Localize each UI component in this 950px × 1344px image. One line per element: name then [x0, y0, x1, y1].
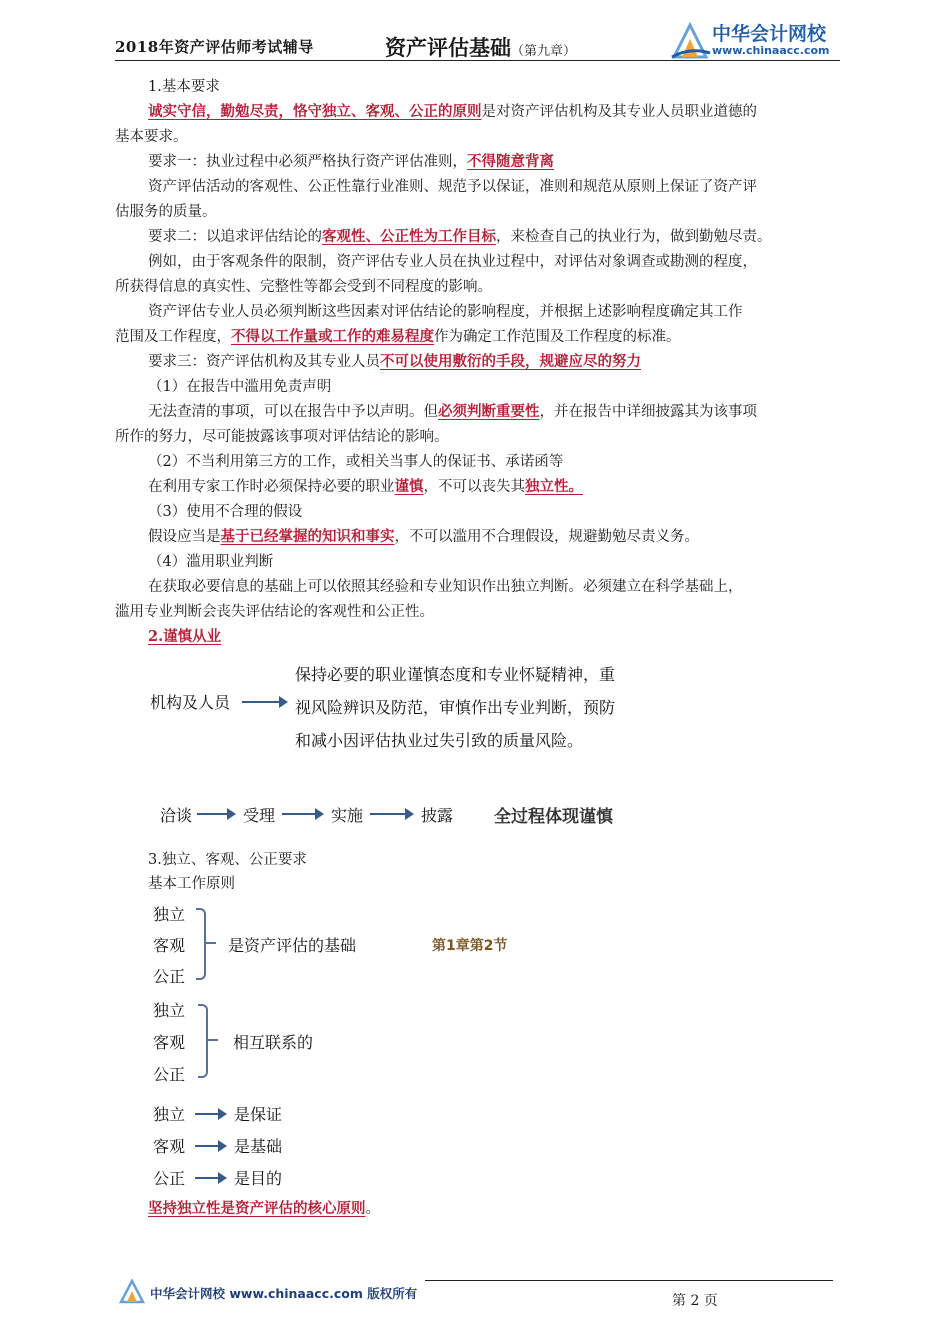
text: 要求二：以追求评估结论的: [148, 229, 322, 245]
arrow-icon: [195, 1113, 225, 1115]
paragraph-cont: 所获得信息的真实性、完整性等都会受到不同程度的影响。: [115, 279, 492, 295]
highlight: 坚持独立性是资产评估的核心原则: [148, 1200, 366, 1217]
requirement-3: [148, 350, 873, 374]
text: 要求三：资产评估机构及其专业人员: [148, 354, 380, 370]
desc-line: 保持必要的职业谨慎态度和专业怀疑精神，重: [295, 665, 616, 684]
requirement-1: [148, 150, 873, 174]
process-step: 受理: [243, 806, 276, 825]
arrow-icon: [282, 813, 322, 815]
item-1-title: （1）在报告中滥用免责声明: [148, 379, 332, 395]
chapter-label: （第九章）: [511, 44, 577, 59]
paragraph: [148, 100, 873, 124]
arrow-icon: [197, 813, 234, 815]
highlight: 必须判断重要性: [438, 403, 540, 420]
paragraph: 资产评估活动的客观性、公正性靠行业准则、规范予以保证，准则和规范从原则上保证了资产评: [148, 179, 757, 195]
principle-label: 客观: [153, 936, 186, 955]
chapter-reference: 第1章第2节: [432, 938, 508, 954]
arrow-icon: [242, 701, 286, 703]
group-1-label: 是资产评估的基础: [228, 936, 357, 955]
footer-logo-icon: [118, 1278, 146, 1304]
pair-left: 客观: [153, 1137, 186, 1156]
header-subject-title: [385, 32, 576, 62]
pair-right: 是基础: [234, 1137, 283, 1156]
principle-label: 独立: [153, 1001, 186, 1020]
footer-copyright: 中华会计网校 www.chinaacc.com 版权所有: [150, 1286, 418, 1301]
text: ，并在报告中详细披露其为该事项: [539, 404, 757, 420]
logo-url: www.chinaacc.com: [712, 44, 830, 57]
text: 假设应当是: [148, 529, 221, 545]
paragraph-cont: 滥用专业判断会丧失评估结论的客观性和公正性。: [115, 604, 434, 620]
highlight: 基于已经掌握的知识和事实: [220, 528, 395, 545]
paragraph: [148, 525, 873, 549]
item-3-title: （3）使用不合理的假设: [148, 504, 303, 520]
process-step: 洽谈: [160, 806, 193, 825]
paragraph: 资产评估专业人员必须判断这些因素对评估结论的影响程度，并根据上述影响程度确定其工作: [148, 304, 743, 320]
brace-icon: [196, 908, 206, 980]
logo-name: 中华会计网校: [712, 23, 827, 45]
highlight: 客观性、公正性为工作目标: [322, 228, 496, 245]
group-2-label: 相互联系的: [233, 1033, 314, 1052]
text: 无法查清的事项，可以在报告中予以声明。但: [148, 404, 438, 420]
text: ，来检查自己的执业行为，做到勤勉尽责。: [496, 229, 772, 245]
arrow-icon: [195, 1145, 225, 1147]
header-divider: [115, 60, 840, 61]
text: 是对资产评估机构及其专业人员职业道德的: [481, 104, 757, 120]
text: 范围及工作程度，: [115, 329, 231, 345]
principle-label: 公正: [153, 967, 186, 986]
paragraph-cont: 估服务的质量。: [115, 204, 217, 220]
pair-right: 是目的: [234, 1169, 283, 1188]
paragraph: 例如，由于客观条件的限制，资产评估专业人员在执业过程中，对评估对象调查或勘测的程度，: [148, 254, 757, 270]
paragraph: [148, 475, 873, 499]
section-1-heading: 1.基本要求: [148, 79, 220, 95]
paragraph-cont: [115, 325, 840, 349]
conclusion: [148, 1197, 873, 1221]
logo-mark-icon: [668, 17, 712, 61]
subject-name: 资产评估基础: [385, 35, 511, 60]
process-step: 实施: [331, 806, 364, 825]
pair-right: 是保证: [234, 1105, 283, 1124]
diagram-subject: 机构及人员: [150, 693, 231, 712]
process-step: 披露: [421, 806, 454, 825]
brand-logo: [668, 17, 848, 63]
brace-tip: [208, 1039, 218, 1041]
section-3-sub: 基本工作原则: [148, 876, 235, 892]
pair-left: 独立: [153, 1105, 186, 1124]
text: 要求一：执业过程中必须严格执行资产评估准则，: [148, 154, 467, 170]
footer-divider: [425, 1280, 833, 1281]
desc-line: 视风险辨识及防范，审慎作出专业判断，预防: [295, 698, 616, 717]
page-number: 第 2 页: [672, 1293, 718, 1309]
paragraph: [148, 400, 873, 424]
text: ，不可以丧失其: [423, 479, 525, 495]
text: ，不可以滥用不合理假设，规避勤勉尽责义务。: [394, 529, 699, 545]
section-2-heading: [148, 625, 873, 649]
diagram-description: [295, 658, 615, 757]
highlight: 谨慎: [394, 478, 424, 495]
desc-line: 和减小因评估执业过失引致的质量风险。: [295, 731, 584, 750]
highlight: 独立性。: [525, 478, 583, 495]
principle-label: 独立: [153, 905, 186, 924]
highlight: 不得随意背离: [467, 153, 554, 170]
text: 。: [365, 1201, 380, 1217]
principle-label: 公正: [153, 1065, 186, 1084]
arrow-icon: [195, 1177, 225, 1179]
brace-icon: [198, 1004, 208, 1078]
pair-left: 公正: [153, 1169, 186, 1188]
principle-label: 客观: [153, 1033, 186, 1052]
arrow-icon: [370, 813, 412, 815]
section-3-heading: 3.独立、客观、公正要求: [148, 852, 307, 868]
highlight: 不得以工作量或工作的难易程度: [231, 328, 434, 345]
item-2-title: （2）不当利用第三方的工作，或相关当事人的保证书、承诺函等: [148, 454, 564, 470]
item-4-title: （4）滥用职业判断: [148, 554, 274, 570]
highlight: 诚实守信，勤勉尽责，恪守独立、客观、公正的原则: [148, 103, 482, 120]
text: 在利用专家工作时必须保持必要的职业: [148, 479, 395, 495]
paragraph-cont: 所作的努力，尽可能披露该事项对评估结论的影响。: [115, 429, 449, 445]
highlight: 不可以使用敷衍的手段，规避应尽的努力: [380, 353, 641, 370]
header-course-title: 2018年资产评估师考试辅导: [115, 38, 314, 56]
paragraph: 在获取必要信息的基础上可以依照其经验和专业知识作出独立判断。必须建立在科学基础上，: [148, 579, 743, 595]
paragraph-cont: 基本要求。: [115, 129, 188, 145]
requirement-2: [148, 225, 873, 249]
highlight: 2.谨慎从业: [148, 628, 222, 645]
text: 作为确定工作范围及工作程度的标准。: [434, 329, 681, 345]
process-summary: 全过程体现谨慎: [494, 807, 613, 827]
brace-tip: [206, 942, 216, 944]
